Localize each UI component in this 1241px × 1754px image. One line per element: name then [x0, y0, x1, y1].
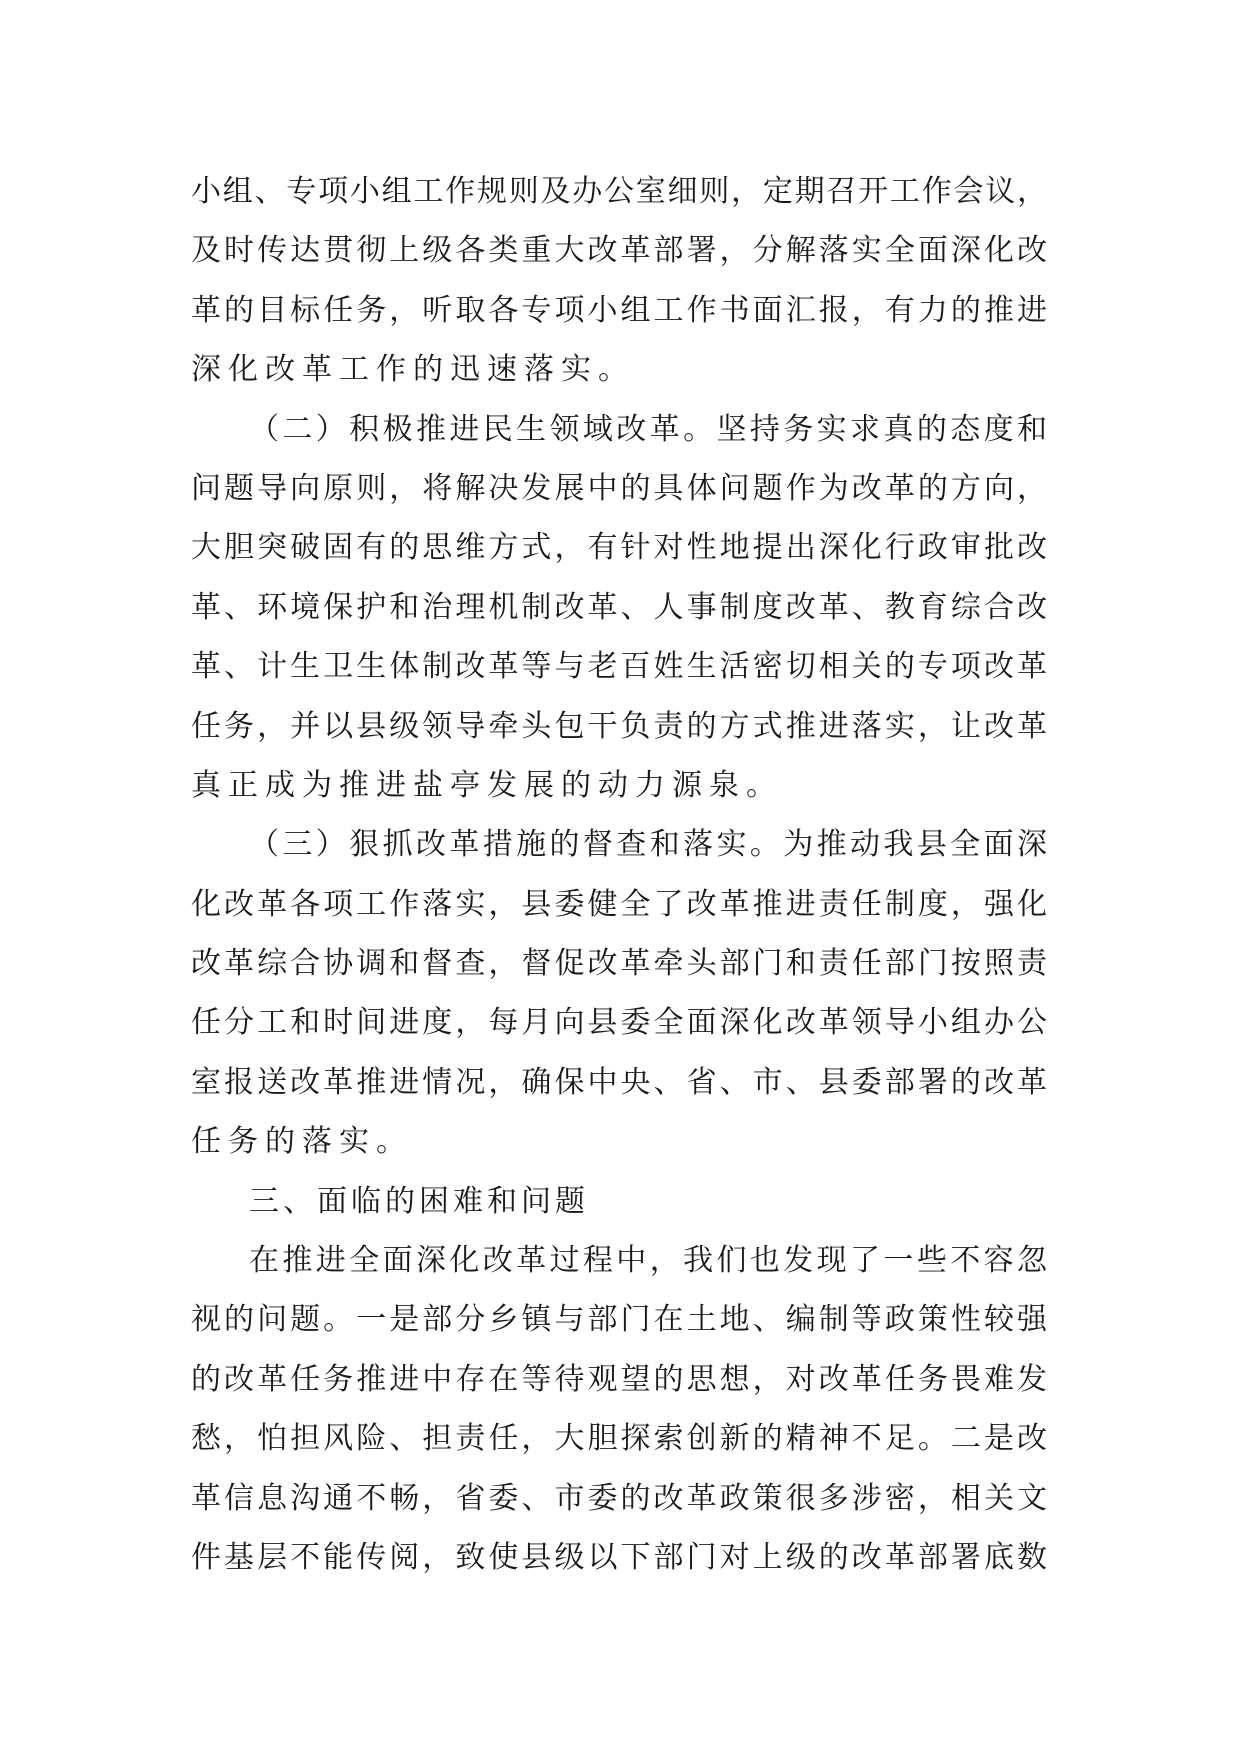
- text-line: 化改革各项工作落实，县委健全了改革推进责任制度，强化: [191, 886, 1047, 922]
- paragraph-start-line: 在推进全面深化改革过程中，我们也发现了一些不容忽: [249, 1243, 1047, 1279]
- text-line: 革信息沟通不畅，省委、市委的改革政策很多涉密，相关文: [191, 1480, 1047, 1516]
- text-line: 真正成为推进盐亭发展的动力源泉。: [191, 767, 783, 803]
- text-line: 深化改革工作的迅速落实。: [191, 352, 635, 388]
- text-line: 革、计生卫生体制改革等与老百姓生活密切相关的专项改革: [191, 649, 1047, 685]
- section-heading: 三、面临的困难和问题: [249, 1183, 589, 1219]
- text-line: 视的问题。一是部分乡镇与部门在土地、编制等政策性较强: [191, 1302, 1047, 1338]
- text-line: 室报送改革推进情况，确保中央、省、市、县委部署的改革: [191, 1064, 1047, 1100]
- text-line: 革的目标任务，听取各专项小组工作书面汇报，有力的推进: [191, 292, 1047, 328]
- text-line: 件基层不能传阅，致使县级以下部门对上级的改革部署底数: [191, 1539, 1047, 1575]
- text-line: 改革综合协调和督查，督促改革牵头部门和责任部门按照责: [191, 946, 1047, 982]
- text-line: 大胆突破固有的思维方式，有针对性地提出深化行政审批改: [191, 530, 1047, 566]
- text-line: 及时传达贯彻上级各类重大改革部署，分解落实全面深化改: [191, 233, 1047, 269]
- text-line: 任分工和时间进度，每月向县委全面深化改革领导小组办公: [191, 1005, 1047, 1041]
- paragraph-start-line: （二）积极推进民生领域改革。坚持务实求真的态度和: [249, 411, 1047, 447]
- text-line: 的改革任务推进中存在等待观望的思想，对改革任务畏难发: [191, 1361, 1047, 1397]
- text-line: 任务，并以县级领导牵头包干负责的方式推进落实，让改革: [191, 708, 1047, 744]
- text-line: 革、环境保护和治理机制改革、人事制度改革、教育综合改: [191, 589, 1047, 625]
- text-line: 问题导向原则，将解决发展中的具体问题作为改革的方向，: [191, 470, 1047, 506]
- document-body: [191, 162, 1047, 1587]
- text-line: 小组、专项小组工作规则及办公室细则，定期召开工作会议，: [191, 174, 1047, 209]
- text-line: 愁，怕担风险、担责任，大胆探索创新的精神不足。二是改: [191, 1421, 1047, 1457]
- paragraph-start-line: （三）狠抓改革措施的督查和落实。为推动我县全面深: [249, 827, 1047, 863]
- text-line: 任务的落实。: [191, 1124, 413, 1160]
